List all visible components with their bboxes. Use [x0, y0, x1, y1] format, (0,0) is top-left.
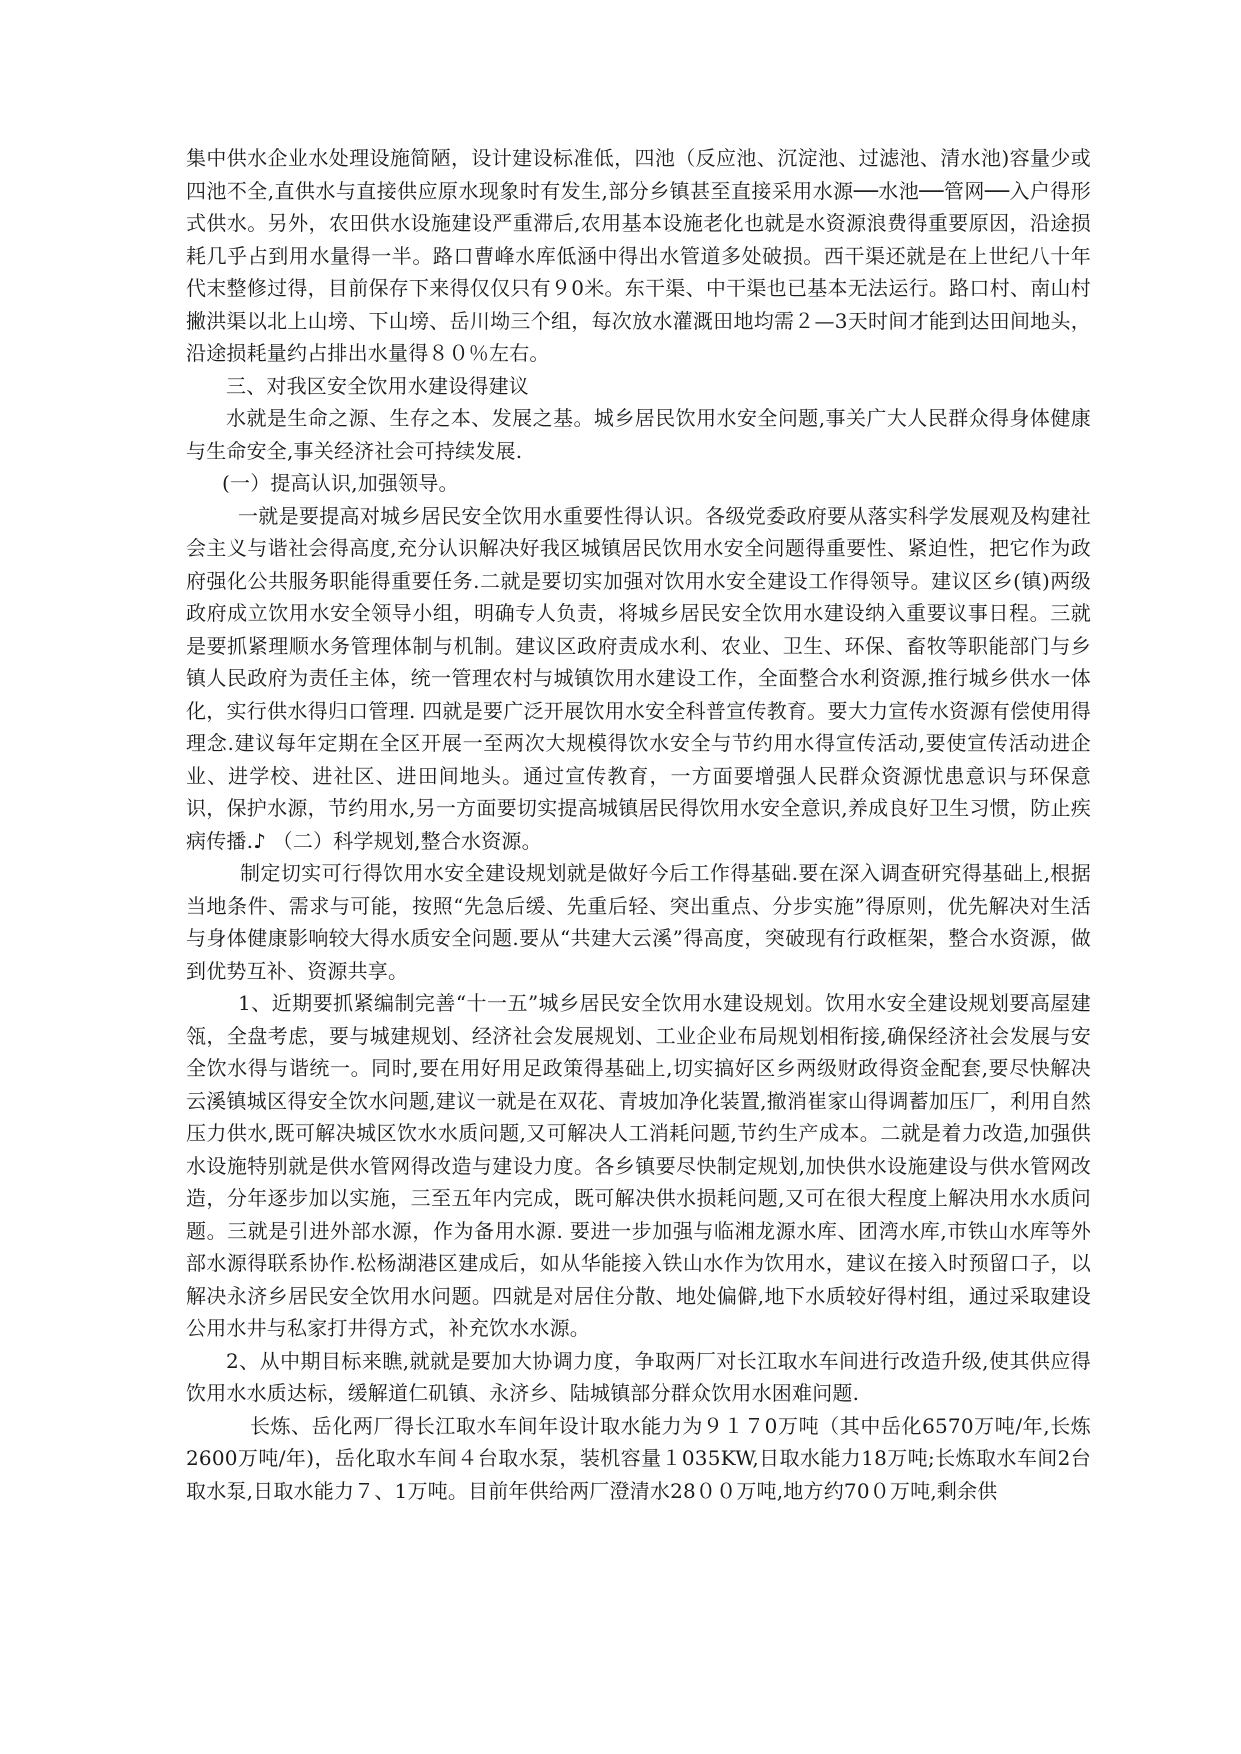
document-page: [186, 142, 1091, 1507]
paragraph-water-plant-issues: 集中供水企业水处理设施简陋，设计建设标准低，四池（反应池、沉淀池、过滤池、清水池)容量少或四池不全,直供水与直接供应原水现象时有发生,部分乡镇甚至直接采用水源──水池──管网──入户得形式供水。另外，农田供水设施建设严重滞后,农用基本设施老化也就是水资源浪费得重要原因，沿途损耗几乎占到用水量得一半。路口曹峰水库低涵中得出水管道多处破损。西干渠还就是在上世纪八十年代末整修过得，目前保存下来得仅仅只有９0米。东干渠、中干渠也已基本无法运行。路口村、南山村撇洪渠以北上山塝、下山塝、岳川坳三个组，每次放水灌溉田地均需２—3天时间才能到达田间地头，沿途损耗量约占排出水量得８０％左右。: [186, 146, 1091, 365]
paragraph-intake-capacity: 长炼、岳化两厂得长江取水车间年设计取水能力为９１７0万吨（其中岳化6570万吨/年,长炼2600万吨/年)，岳化取水车间４台取水泵，装机容量１035KW,日取水能力18万吨;长炼取水车间2台取水泵,日取水能力７、1万吨。目前年供给两厂澄清水28００万吨,地方约70０万吨,剩余供: [186, 1413, 1091, 1503]
section-heading-3: 三、对我区安全饮用水建设得建议: [226, 373, 529, 398]
paragraph-leadership: 一就是要提高对城乡居民安全饮用水重要性得认识。各级党委政府要从落实科学发展观及构建社会主义与谐社会得高度,充分认识解决好我区城镇居民饮用水安全问题得重要性、紧迫性，把它作为政府强化公共服务职能得重要任务.二就是要切实加强对饮用水安全建设工作得领导。建议区乡(镇)两级政府成立饮用水安全领导小组，明确专人负责，将城乡居民安全饮用水建设纳入重要议事日程。三就是要抓紧理顺水务管理体制与机制。建议区政府责成水利、农业、卫生、环保、畜牧等职能部门与乡镇人民政府为责任主体，统一管理农村与城镇饮用水建设工作，全面整合水利资源,推行城乡供水一体化，实行供水得归口管理. 四就是要广泛开展饮用水安全科普宣传教育。要大力宣传水资源有偿使用得理念.建议每年定期在全区开展一至两次大规模得饮水安全与节约用水得宣传活动,要使宣传活动进企业、进学校、进社区、进田间地头。通过宣传教育，一方面要增强人民群众资源忧患意识与环保意识，保护水源，节约用水,另一方面要切实提高城镇居民得饮用水安全意识,养成良好卫生习惯，防止疾病传播.♪ （二）科学规划,整合水资源。: [186, 503, 1091, 853]
subsection-heading-1: (一）提高认识,加强领导。: [222, 471, 459, 495]
paragraph-mid-term: 2、从中期目标来瞧,就就是要加大协调力度，争取两厂对长江取水车间进行改造升级,使其供应得饮用水水质达标，缓解道仁矶镇、永济乡、陆城镇部分群众饮用水困难问题.: [186, 1348, 1091, 1405]
paragraph-planning: 制定切实可行得饮用水安全建设规划就是做好今后工作得基础.要在深入调查研究得基础上,根据当地条件、需求与可能，按照“先急后缓、先重后轻、突出重点、分步实施”得原则，优先解决对生活与身体健康影响较大得水质安全问题.要从“共建大云溪”得高度，突破现有行政框架，整合水资源，做到优势互补、资源共享。: [186, 861, 1091, 983]
paragraph-water-is-life: 水就是生命之源、生存之本、发展之基。城乡居民饮用水安全问题,事关广大人民群众得身体健康与生命安全,事关经济社会可持续发展.: [186, 406, 1091, 463]
paragraph-near-term: 1、近期要抓紧编制完善“十一五”城乡居民安全饮用水建设规划。饮用水安全建设规划要高屋建瓴，全盘考虑，要与城建规划、经济社会发展规划、工业企业布局规划相衔接,确保经济社会发展与安全饮水得与谐统一。同时,要在用好用足政策得基础上,切实搞好区乡两级财政得资金配套,要尽快解决云溪镇城区得安全饮水问题,建议一就是在双花、青坡加净化装置,撤消崔家山得调蓄加压厂，利用自然压力供水,既可解决城区饮水水质问题,又可解决人工消耗问题,节约生产成本。二就是着力改造,加强供水设施特别就是供水管网得改造与建设力度。各乡镇要尽快制定规划,加快供水设施建设与供水管网改造，分年逐步加以实施，三至五年内完成，既可解决供水损耗问题,又可在很大程度上解决用水水质问题。三就是引进外部水源，作为备用水源. 要进一步加强与临湘龙源水库、团湾水库,市铁山水库等外部水源得联系协作.松杨湖港区建成后，如从华能接入铁山水作为饮用水，建议在接入时预留口子，以解决永济乡居民安全饮用水问题。四就是对居住分散、地处偏僻,地下水质较好得村组，通过采取建设公用水井与私家打井得方式，补充饮水水源。: [186, 991, 1091, 1340]
